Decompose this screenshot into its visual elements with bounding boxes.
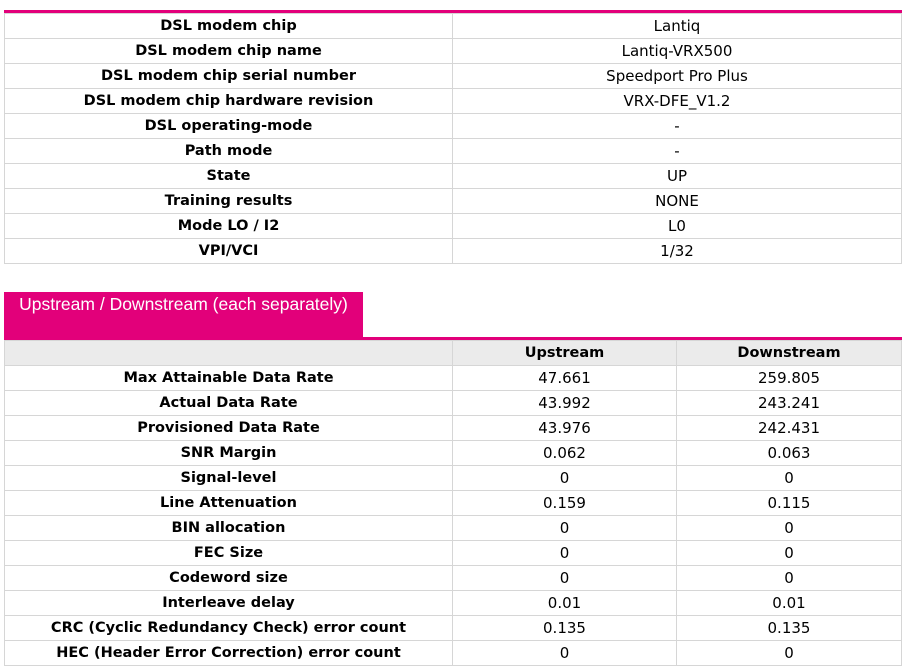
row-label: Signal-level [5,466,453,491]
upstream-value: 0.159 [453,491,677,516]
downstream-value: 0.115 [677,491,902,516]
downstream-value: 0 [677,641,902,666]
row-label: State [5,164,453,189]
downstream-value: 0.135 [677,616,902,641]
section-title: Upstream / Downstream (each separately) [4,292,363,337]
table-row [5,239,902,264]
row-label: Line Attenuation [5,491,453,516]
table-row [5,14,902,39]
upstream-value: 0 [453,641,677,666]
row-label: DSL modem chip [5,14,453,39]
row-label: DSL operating-mode [5,114,453,139]
upstream-value: 43.992 [453,391,677,416]
row-label: FEC Size [5,541,453,566]
row-label: Actual Data Rate [5,391,453,416]
row-value: Lantiq-VRX500 [453,39,902,64]
table-row [5,416,902,441]
table-row [5,64,902,89]
downstream-value: 243.241 [677,391,902,416]
row-label: Training results [5,189,453,214]
downstream-value: 0 [677,516,902,541]
table-row [5,189,902,214]
row-label: Max Attainable Data Rate [5,366,453,391]
downstream-value: 0.063 [677,441,902,466]
row-label: Interleave delay [5,591,453,616]
table-row [5,491,902,516]
table-row [5,164,902,189]
downstream-value: 0.01 [677,591,902,616]
table-header-row [5,341,902,366]
table-row [5,591,902,616]
table-row [5,39,902,64]
row-label: CRC (Cyclic Redundancy Check) error count [5,616,453,641]
upstream-value: 0 [453,566,677,591]
row-label: DSL modem chip hardware revision [5,89,453,114]
row-value: Speedport Pro Plus [453,64,902,89]
row-label: DSL modem chip serial number [5,64,453,89]
upstream-value: 0.135 [453,616,677,641]
row-label: Path mode [5,139,453,164]
upstream-value: 0 [453,541,677,566]
upstream-value: 0.01 [453,591,677,616]
upstream-value: 43.976 [453,416,677,441]
table-row [5,441,902,466]
table-row [5,516,902,541]
table-row [5,566,902,591]
column-header-downstream: Downstream [677,341,902,366]
table-row [5,89,902,114]
downstream-value: 0 [677,466,902,491]
row-label: Codeword size [5,566,453,591]
row-value: - [453,114,902,139]
upstream-value: 0.062 [453,441,677,466]
downstream-value: 0 [677,566,902,591]
rates-table [4,340,902,666]
row-label: Mode LO / I2 [5,214,453,239]
table-row [5,641,902,666]
table-row [5,616,902,641]
table-row [5,391,902,416]
row-label: DSL modem chip name [5,39,453,64]
row-label: VPI/VCI [5,239,453,264]
table-row [5,114,902,139]
row-label: BIN allocation [5,516,453,541]
row-value: VRX-DFE_V1.2 [453,89,902,114]
table-row [5,366,902,391]
row-value: L0 [453,214,902,239]
header-blank-cell [5,341,453,366]
row-value: Lantiq [453,14,902,39]
upstream-value: 0 [453,466,677,491]
downstream-value: 259.805 [677,366,902,391]
row-value: NONE [453,189,902,214]
table-row [5,541,902,566]
table-row [5,466,902,491]
column-header-upstream: Upstream [453,341,677,366]
row-value: UP [453,164,902,189]
modem-info-table [4,13,902,264]
row-label: Provisioned Data Rate [5,416,453,441]
row-value: 1/32 [453,239,902,264]
upstream-value: 0 [453,516,677,541]
downstream-value: 242.431 [677,416,902,441]
row-value: - [453,139,902,164]
table-row [5,214,902,239]
table-row [5,139,902,164]
upstream-value: 47.661 [453,366,677,391]
downstream-value: 0 [677,541,902,566]
row-label: HEC (Header Error Correction) error count [5,641,453,666]
row-label: SNR Margin [5,441,453,466]
